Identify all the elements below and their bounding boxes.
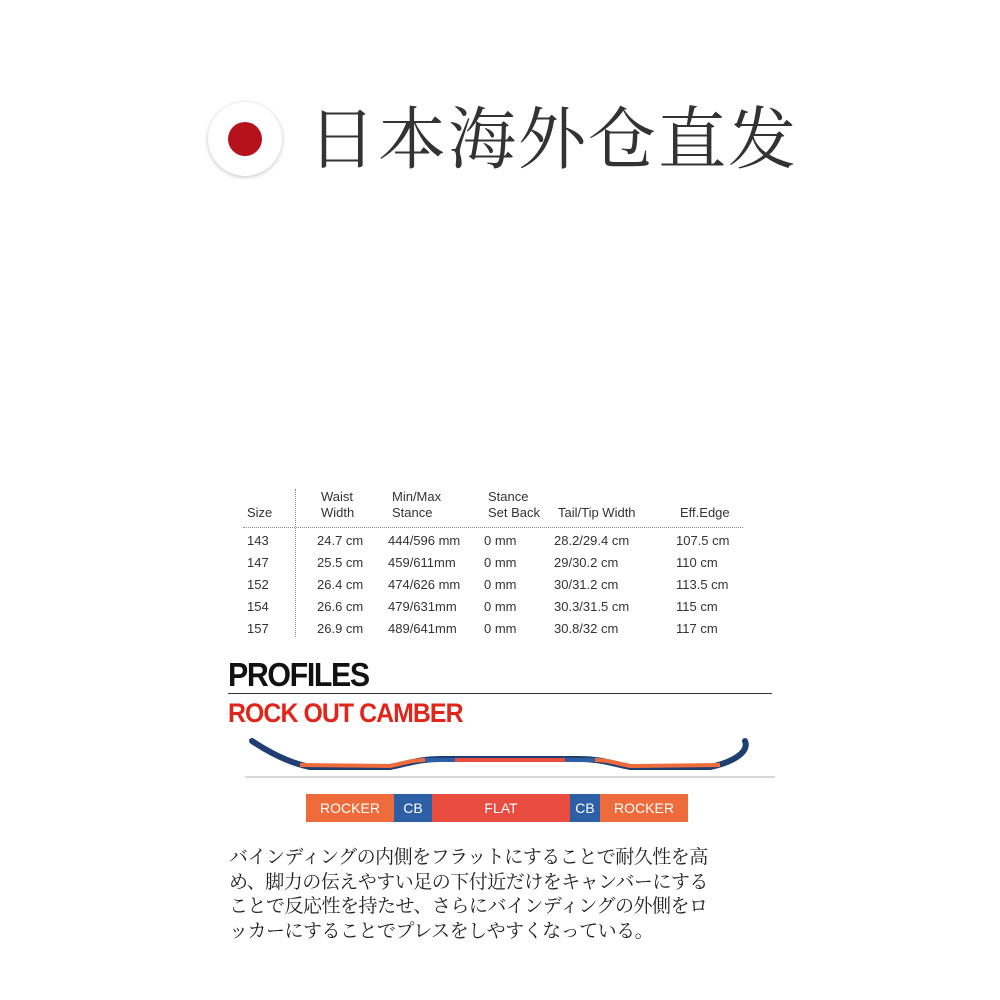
table-cell: 113.5 cm — [676, 577, 729, 592]
table-cell: 0 mm — [484, 533, 517, 548]
table-cell: 147 — [247, 555, 269, 570]
header-banner — [0, 0, 1000, 290]
japan-flag-icon — [208, 102, 282, 176]
description-line: め、脚力の伝えやすい足の下付近だけをキャンバーにする — [229, 870, 708, 893]
table-cell: 459/611mm — [388, 555, 456, 570]
table-cell: 152 — [247, 577, 269, 592]
profile-zone-legend — [306, 794, 688, 822]
table-cell: 30.3/31.5 cm — [554, 599, 630, 614]
table-header-cell: Stance — [488, 489, 529, 504]
table-header-cell: Size — [247, 505, 273, 520]
zone-cb: CB — [570, 794, 600, 822]
table-cell: 0 mm — [484, 599, 517, 614]
profiles-heading: PROFILES — [228, 656, 369, 693]
table-cell: 479/631mm — [388, 599, 457, 614]
table-divider-vertical — [295, 489, 296, 637]
table-header-cell: Tail/Tip Width — [558, 505, 636, 520]
table-cell: 25.5 cm — [317, 555, 364, 570]
table-cell: 110 cm — [676, 555, 718, 570]
zone-rocker: ROCKER — [600, 794, 688, 822]
table-cell: 157 — [247, 621, 269, 636]
table-header-cell: Eff.Edge — [680, 505, 730, 520]
table-cell: 28.2/29.4 cm — [554, 533, 630, 548]
description-line: ことで反応性を持たせ、さらにバインディングの外側をロ — [229, 895, 708, 917]
flag-red-sun — [228, 122, 262, 156]
table-cell: 489/641mm — [388, 621, 457, 636]
description-line: ッカーにすることでプレスをしやすくなっている。 — [229, 919, 654, 942]
table-cell: 26.6 cm — [317, 599, 364, 614]
zone-flat: FLAT — [432, 794, 570, 822]
table-cell: 26.4 cm — [317, 577, 364, 592]
description-line: バインディングの内側をフラットにすることで耐久性を高 — [229, 846, 708, 868]
page-title: 日本海外仓直发 — [308, 101, 799, 180]
table-cell: 107.5 cm — [676, 533, 730, 548]
table-cell: 29/30.2 cm — [554, 555, 619, 570]
table-cell: 0 mm — [484, 577, 517, 592]
table-cell: 0 mm — [484, 555, 517, 570]
table-divider-horizontal — [243, 527, 743, 528]
table-cell: 30.8/32 cm — [554, 621, 619, 636]
table-cell: 115 cm — [676, 599, 718, 614]
table-cell: 143 — [247, 533, 269, 548]
table-header-cell: Stance — [392, 505, 433, 520]
table-header-cell: Set Back — [488, 505, 541, 520]
table-cell: 30/31.2 cm — [554, 577, 619, 592]
table-cell: 474/626 mm — [388, 577, 461, 592]
profile-name: ROCK OUT CAMBER — [228, 698, 463, 728]
profile-description — [229, 845, 779, 943]
board-base-navy — [252, 741, 746, 767]
table-header-cell: Width — [321, 505, 355, 520]
table-cell: 117 cm — [676, 621, 718, 636]
table-header-cell: Min/Max — [392, 489, 442, 504]
table-header-cell: Waist — [321, 489, 354, 504]
table-cell: 24.7 cm — [317, 533, 364, 548]
table-cell: 0 mm — [484, 621, 517, 636]
zone-rocker: ROCKER — [306, 794, 394, 822]
zone-cb: CB — [394, 794, 432, 822]
table-cell: 154 — [247, 599, 269, 614]
profiles-rule — [228, 693, 772, 694]
table-cell: 26.9 cm — [317, 621, 364, 636]
board-profile-diagram — [240, 735, 780, 785]
table-cell: 444/596 mm — [388, 533, 461, 548]
